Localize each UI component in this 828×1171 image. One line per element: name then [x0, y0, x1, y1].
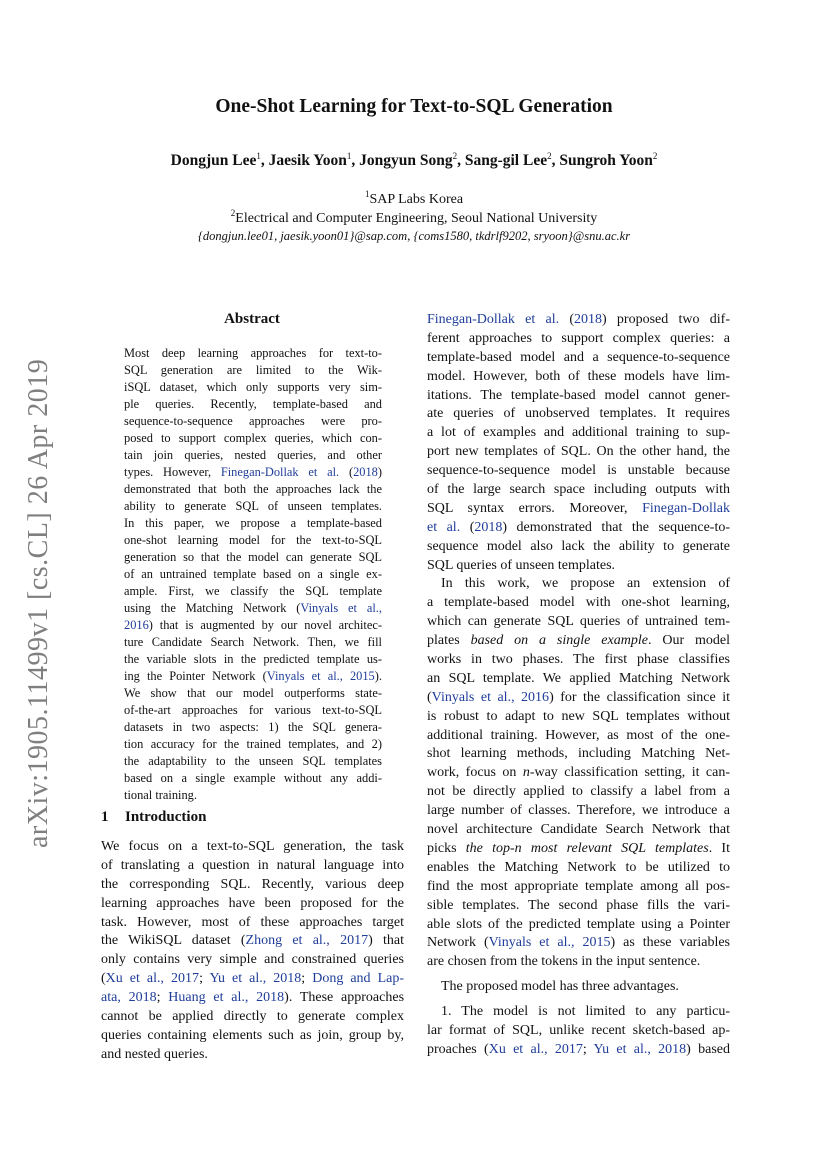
text-line: posed to support complex queries, which con-	[124, 431, 382, 445]
text-line: work, focus on n-way classification setting, it can-	[427, 765, 730, 781]
section-heading-introduction	[101, 809, 206, 826]
text-line: of an untrained template based on a single ex-	[124, 567, 382, 581]
text-line: cannot be applied directly to generate complex	[101, 1009, 404, 1025]
text-line: We show that our model outperforms state-	[124, 686, 382, 700]
text-line: (Vinyals et al., 2016) for the classification since it	[427, 689, 731, 705]
citation-link[interactable]: Dong and Lap-	[312, 971, 404, 987]
text-line: iSQL dataset, which only supports very sim-	[124, 380, 382, 394]
emphasis-text: n	[522, 765, 530, 781]
section-number: 1	[101, 809, 109, 825]
section-title: Introduction	[125, 809, 207, 825]
text-line: SQL queries of unseen templates.	[427, 557, 616, 573]
author-affil-mark: 2	[547, 151, 552, 161]
text-line: able slots of the predicted template using a Pointer	[427, 916, 730, 932]
text-line: The proposed model has three advantages.	[441, 979, 679, 995]
text-line: the corresponding SQL. Recently, various deep	[101, 876, 404, 892]
text-line: types. However, Finegan-Dollak et al. (2018)	[124, 465, 383, 479]
citation-link[interactable]: 2018	[353, 465, 378, 479]
citation-link[interactable]: Vinyals et al.,	[300, 601, 382, 615]
text-line: sequence-to-sequence approaches were pro-	[124, 414, 382, 428]
text-line: large number of classes. Therefore, we introduce a	[427, 803, 730, 819]
text-line: the variable slots in the predicted template us-	[124, 652, 382, 666]
text-line: the adaptability to the unseen SQL templates	[124, 754, 382, 768]
arxiv-stamp-text: arXiv:1905.11499v1 [cs.CL] 26 Apr 2019	[23, 358, 54, 848]
text-line: 1. The model is not limited to any particu-	[441, 1004, 730, 1020]
text-line: et al. (2018) demonstrated that the sequence-to-	[427, 519, 730, 535]
author-affil-mark: 1	[256, 151, 261, 161]
text-line: template-based model and a sequence-to-sequence	[427, 349, 730, 365]
citation-link[interactable]: Finegan-Dollak et al.	[220, 465, 340, 479]
text-line: itations. The template-based model cannot gener-	[427, 387, 730, 403]
text-line: sible templates. The second phase fills the vari-	[427, 897, 730, 913]
emphasis-text: based on a single example	[470, 633, 648, 649]
text-line: a lot of examples and additional training to sup-	[427, 425, 730, 441]
text-line: (Xu et al., 2017; Yu et al., 2018; Dong and Lap-	[101, 971, 404, 987]
text-line: lar format of SQL, unlike recent sketch-based ap-	[427, 1022, 730, 1038]
affiliation-2	[0, 208, 828, 227]
text-line: the WikiSQL dataset (Zhong et al., 2017) that	[101, 933, 404, 949]
citation-link[interactable]: Huang et al., 2018	[168, 990, 285, 1006]
text-line: tional training.	[124, 788, 197, 802]
text-line: tain join queries, nested queries, and other	[124, 448, 382, 462]
text-line: an SQL template. We applied Matching Network	[427, 670, 730, 686]
text-line: proaches (Xu et al., 2017; Yu et al., 2018) based	[427, 1041, 730, 1057]
text-line: sequence-to-sequence model is unstable because	[427, 463, 730, 479]
text-line: works in two phases. The first phase classifies	[427, 652, 730, 668]
text-line: demonstrated that both the approaches lack the	[124, 482, 382, 496]
citation-link[interactable]: Xu et al., 2017	[488, 1041, 583, 1057]
emphasis-text: the top-n most relevant SQL templates	[465, 840, 709, 856]
text-line: of the large search space including outputs with	[427, 482, 730, 498]
text-line: plates based on a single example. Our model	[427, 633, 731, 649]
text-line: of translating a question in natural language into	[101, 857, 404, 873]
author-emails: {dongjun.lee01, jaesik.yoon01}@sap.com, {coms1580, tkdrlf9202, sryoon}@snu.ac.kr	[197, 229, 631, 243]
author-list: Dongjun Lee$^1$, Jaesik Yoon$^1$, Jongyun Song$^2$, Sang-gil Lee$^2$, Sungroh Yoon$^2$	[170, 151, 658, 169]
citation-link[interactable]: ata, 2018	[101, 990, 157, 1006]
text-line: ferent approaches to support complex queries: a	[427, 330, 730, 346]
author-name: Sang-gil Lee	[464, 152, 548, 169]
text-line: a template-based model with one-shot learning,	[427, 595, 730, 611]
citation-link[interactable]: Vinyals et al., 2015	[266, 669, 375, 683]
citation-link[interactable]: Yu et al., 2018	[593, 1041, 687, 1057]
citation-link[interactable]: Xu et al., 2017	[105, 971, 200, 987]
citation-link[interactable]: 2018	[574, 312, 603, 327]
text-line: ata, 2018; Huang et al., 2018). These approaches	[101, 990, 405, 1006]
author-name: Jongyun Song	[359, 152, 453, 169]
text-line: port new templates of SQL. On the other hand, the	[427, 444, 730, 460]
citation-link[interactable]: Finegan-Dollak et al.	[427, 312, 560, 327]
text-line: In this paper, we propose a template-based	[124, 516, 382, 530]
text-line: queries containing elements such as join, group by,	[101, 1027, 404, 1043]
abstract-heading: Abstract	[224, 311, 280, 327]
text-line: shot learning methods, including Matching Net-	[427, 746, 730, 762]
text-line: of-the-art approaches for various text-to-SQL	[124, 703, 382, 717]
affil-text: Electrical and Computer Engineering, Seoul National University	[235, 211, 598, 226]
text-line: based on a single example without any addi-	[124, 771, 382, 785]
text-line: one-shot learning model for the text-to-SQL	[124, 533, 382, 547]
affiliation-1	[0, 189, 828, 208]
author-name: Sungroh Yoon	[559, 152, 653, 169]
text-line: only contains very simple and constrained queries	[101, 952, 404, 968]
text-line: picks the top-n most relevant SQL templates. It	[427, 840, 730, 856]
text-line: ample. First, we classify the SQL template	[124, 584, 382, 598]
text-line: Network (Vinyals et al., 2015) as these variables	[427, 935, 731, 951]
text-line: not be directly applied to classify a label from a	[427, 784, 730, 800]
text-line: model. However, both of these models have lim-	[427, 368, 730, 384]
text-line: Most deep learning approaches for text-to-	[124, 346, 382, 360]
text-line: ate queries of unobserved templates. It requires	[427, 406, 730, 422]
citation-link[interactable]: Finegan-Dollak	[642, 500, 730, 516]
text-line: which can generate SQL queries of untrained tem-	[427, 614, 730, 630]
text-line: tion accuracy for the trained templates, and 2)	[124, 737, 382, 751]
author-affil-mark: 2	[652, 151, 658, 161]
text-line: learning approaches have been proposed for the	[101, 895, 404, 911]
affil-mark: 2	[230, 208, 236, 218]
citation-link[interactable]: Vinyals et al., 2016	[431, 689, 550, 705]
citation-link[interactable]: et al.	[427, 519, 461, 535]
author-affil-mark: 2	[452, 151, 458, 161]
text-line: novel architecture Candidate Search Network that	[427, 822, 730, 838]
text-line: 2016) that is augmented by our novel architec-	[124, 618, 382, 632]
text-line: SQL generation are limited to the Wik-	[124, 363, 382, 377]
text-line: are chosen from the tokens in the input sentence.	[427, 954, 701, 970]
text-line: We focus on a text-to-SQL generation, the task	[101, 839, 404, 854]
text-line: additional training. However, as most of the one-	[427, 727, 730, 743]
author-name: Dongjun Lee	[170, 152, 257, 169]
text-line: task. However, most of these approaches target	[101, 914, 404, 930]
text-line: sequence model also lack the ability to generate	[427, 538, 730, 554]
text-line: using the Matching Network (Vinyals et al.,	[124, 601, 382, 615]
text-line: enables the Matching Network to be utilized to	[427, 859, 730, 875]
text-line: generation so that the model can generate SQL	[124, 550, 382, 564]
paper-title: One-Shot Learning for Text-to-SQL Generation	[215, 96, 613, 117]
text-line: find the most appropriate template among all pos-	[427, 878, 730, 894]
text-line: Finegan-Dollak et al. (2018) proposed two dif-	[427, 312, 730, 327]
affil-text: SAP Labs Korea	[369, 192, 464, 207]
affil-mark: 1	[364, 189, 370, 199]
right-column-body	[427, 311, 730, 1060]
citation-link[interactable]: Vinyals et al., 2015	[488, 935, 611, 951]
abstract-body	[124, 345, 382, 804]
text-line: is robust to adapt to new SQL templates without	[427, 708, 730, 724]
author-name: Jaesik Yoon	[268, 152, 347, 169]
text-line: and nested queries.	[101, 1046, 208, 1062]
citation-link[interactable]: Zhong et al., 2017	[245, 933, 369, 949]
text-line: ing the Pointer Network (Vinyals et al., 2015).	[124, 669, 382, 683]
text-line: In this work, we propose an extension of	[441, 576, 730, 592]
text-line: ability to generate SQL of unseen templates.	[124, 499, 382, 513]
citation-link[interactable]: 2018	[474, 519, 503, 535]
author-affil-mark: 1	[346, 151, 352, 161]
text-line: datasets in two aspects: 1) the SQL genera-	[124, 720, 382, 734]
citation-link[interactable]: 2016	[124, 618, 149, 632]
text-line: SQL syntax errors. Moreover, Finegan-Dollak	[427, 500, 730, 516]
introduction-body	[101, 838, 404, 1065]
text-line: ture Candidate Search Network. Then, we fill	[124, 635, 382, 649]
citation-link[interactable]: Yu et al., 2018	[209, 971, 302, 987]
text-line: ple queries. Recently, template-based and	[124, 397, 382, 411]
